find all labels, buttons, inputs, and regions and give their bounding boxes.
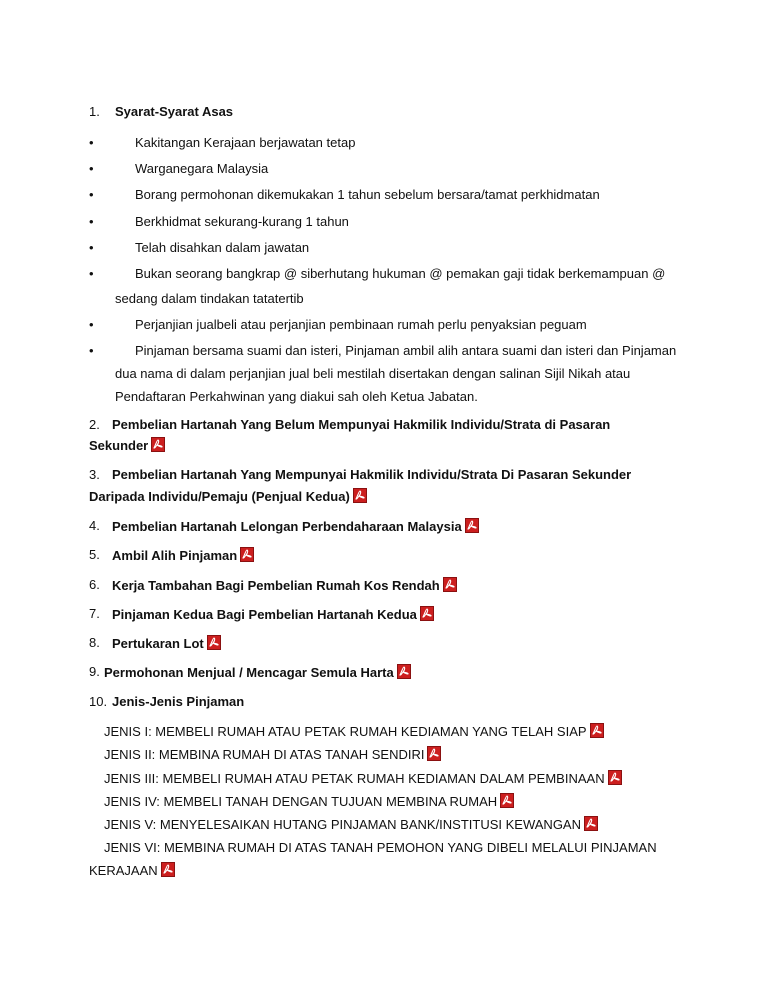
list-item: Pinjaman bersama suami dan isteri, Pinjaman ambil alih antara suami dan isteri dan Pinjaman	[135, 343, 677, 358]
jenis-link-1[interactable]	[104, 723, 604, 740]
section-link-text[interactable]: Ambil Alih Pinjaman	[112, 548, 238, 563]
section-link-9[interactable]	[104, 664, 411, 681]
section-number: 1.	[89, 104, 100, 119]
pdf-file-icon[interactable]	[207, 635, 221, 650]
pdf-file-icon[interactable]	[353, 488, 367, 503]
section-title-syarat: Syarat-Syarat Asas	[115, 104, 234, 119]
bullet: •	[89, 343, 94, 358]
list-item-continuation: dua nama di dalam perjanjian jual beli mestilah disertakan dengan salinan Sijil Nikah atau	[115, 366, 631, 381]
pdf-file-icon[interactable]	[590, 723, 604, 738]
section-link-text[interactable]: Kerja Tambahan Bagi Pembelian Rumah Kos Rendah	[112, 578, 440, 593]
list-item: Warganegara Malaysia	[135, 161, 269, 176]
bullet: •	[89, 135, 94, 150]
pdf-file-icon[interactable]	[465, 518, 479, 533]
jenis-link-text[interactable]: JENIS II: MEMBINA RUMAH DI ATAS TANAH SENDIRI	[104, 747, 425, 762]
jenis-link-text[interactable]: JENIS III: MEMBELI RUMAH ATAU PETAK RUMAH KEDIAMAN DALAM PEMBINAAN	[104, 771, 605, 786]
pdf-file-icon[interactable]	[584, 816, 598, 831]
section-link-text[interactable]: Pinjaman Kedua Bagi Pembelian Hartanah Kedua	[112, 607, 417, 622]
list-item: Berkhidmat sekurang-kurang 1 tahun	[135, 214, 349, 229]
section-link-text[interactable]: Permohonan Menjual / Mencagar Semula Harta	[104, 665, 394, 680]
bullet: •	[89, 161, 94, 176]
pdf-file-icon[interactable]	[161, 862, 175, 877]
section-link-2[interactable]: Pembelian Hartanah Yang Belum Mempunyai Hakmilik Individu/Strata di Pasaran	[112, 417, 611, 432]
section-number: 10.	[89, 694, 108, 709]
bullet: •	[89, 214, 94, 229]
section-number: 4.	[89, 518, 100, 533]
jenis-link-text[interactable]: JENIS IV: MEMBELI TANAH DENGAN TUJUAN MEMBINA RUMAH	[104, 794, 498, 809]
jenis-link-6-cont[interactable]	[89, 862, 175, 879]
jenis-link-2[interactable]	[104, 746, 441, 763]
section-number: 6.	[89, 577, 100, 592]
jenis-link-5[interactable]	[104, 816, 598, 833]
pdf-file-icon[interactable]	[240, 547, 254, 562]
bullet: •	[89, 266, 94, 281]
list-item-continuation: sedang dalam tindakan tatatertib	[115, 291, 304, 306]
section-link-6[interactable]	[112, 577, 457, 594]
jenis-link-text[interactable]: JENIS I: MEMBELI RUMAH ATAU PETAK RUMAH KEDIAMAN YANG TELAH SIAP	[104, 724, 587, 739]
section-link-3-cont[interactable]	[89, 488, 367, 505]
jenis-link-6[interactable]: JENIS VI: MEMBINA RUMAH DI ATAS TANAH PEMOHON YANG DIBELI MELALUI PINJAMAN	[104, 840, 657, 855]
list-item-continuation: Pendaftaran Perkahwinan yang diakui sah oleh Ketua Jabatan.	[115, 389, 478, 404]
list-item: Kakitangan Kerajaan berjawatan tetap	[135, 135, 356, 150]
section-link-4[interactable]	[112, 518, 479, 535]
pdf-file-icon[interactable]	[608, 770, 622, 785]
section-link-text[interactable]: Pembelian Hartanah Lelongan Perbendaharaan Malaysia	[112, 519, 462, 534]
section-number: 3.	[89, 467, 100, 482]
bullet: •	[89, 317, 94, 332]
pdf-file-icon[interactable]	[427, 746, 441, 761]
bullet: •	[89, 240, 94, 255]
section-link-text[interactable]: Sekunder	[89, 438, 149, 453]
section-link-7[interactable]	[112, 606, 434, 623]
list-item: Telah disahkan dalam jawatan	[135, 240, 310, 255]
section-number: 7.	[89, 606, 100, 621]
list-item: Perjanjian jualbeli atau perjanjian pembinaan rumah perlu penyaksian peguam	[135, 317, 587, 332]
jenis-link-text[interactable]: KERAJAAN	[89, 863, 158, 878]
section-number: 5.	[89, 547, 100, 562]
section-number: 2.	[89, 417, 100, 432]
jenis-link-text[interactable]: JENIS V: MENYELESAIKAN HUTANG PINJAMAN BANK/INSTITUSI KEWANGAN	[104, 817, 581, 832]
pdf-file-icon[interactable]	[151, 437, 165, 452]
pdf-file-icon[interactable]	[397, 664, 411, 679]
pdf-file-icon[interactable]	[500, 793, 514, 808]
section-link-2-cont[interactable]	[89, 437, 165, 454]
section-number: 9.	[89, 664, 100, 679]
jenis-link-4[interactable]	[104, 793, 514, 810]
list-item: Borang permohonan dikemukakan 1 tahun sebelum bersara/tamat perkhidmatan	[135, 187, 600, 202]
pdf-file-icon[interactable]	[420, 606, 434, 621]
section-link-8[interactable]	[112, 635, 221, 652]
bullet: •	[89, 187, 94, 202]
section-title-jenis: Jenis-Jenis Pinjaman	[112, 694, 245, 709]
section-link-5[interactable]	[112, 547, 254, 564]
pdf-file-icon[interactable]	[443, 577, 457, 592]
jenis-link-3[interactable]	[104, 770, 622, 787]
section-link-3[interactable]: Pembelian Hartanah Yang Mempunyai Hakmilik Individu/Strata Di Pasaran Sekunder	[112, 467, 632, 482]
section-number: 8.	[89, 635, 100, 650]
section-link-text[interactable]: Pertukaran Lot	[112, 636, 204, 651]
list-item: Bukan seorang bangkrap @ siberhutang hukuman @ pemakan gaji tidak berkemampuan @	[135, 266, 666, 281]
section-link-text[interactable]: Daripada Individu/Pemaju (Penjual Kedua)	[89, 489, 350, 504]
